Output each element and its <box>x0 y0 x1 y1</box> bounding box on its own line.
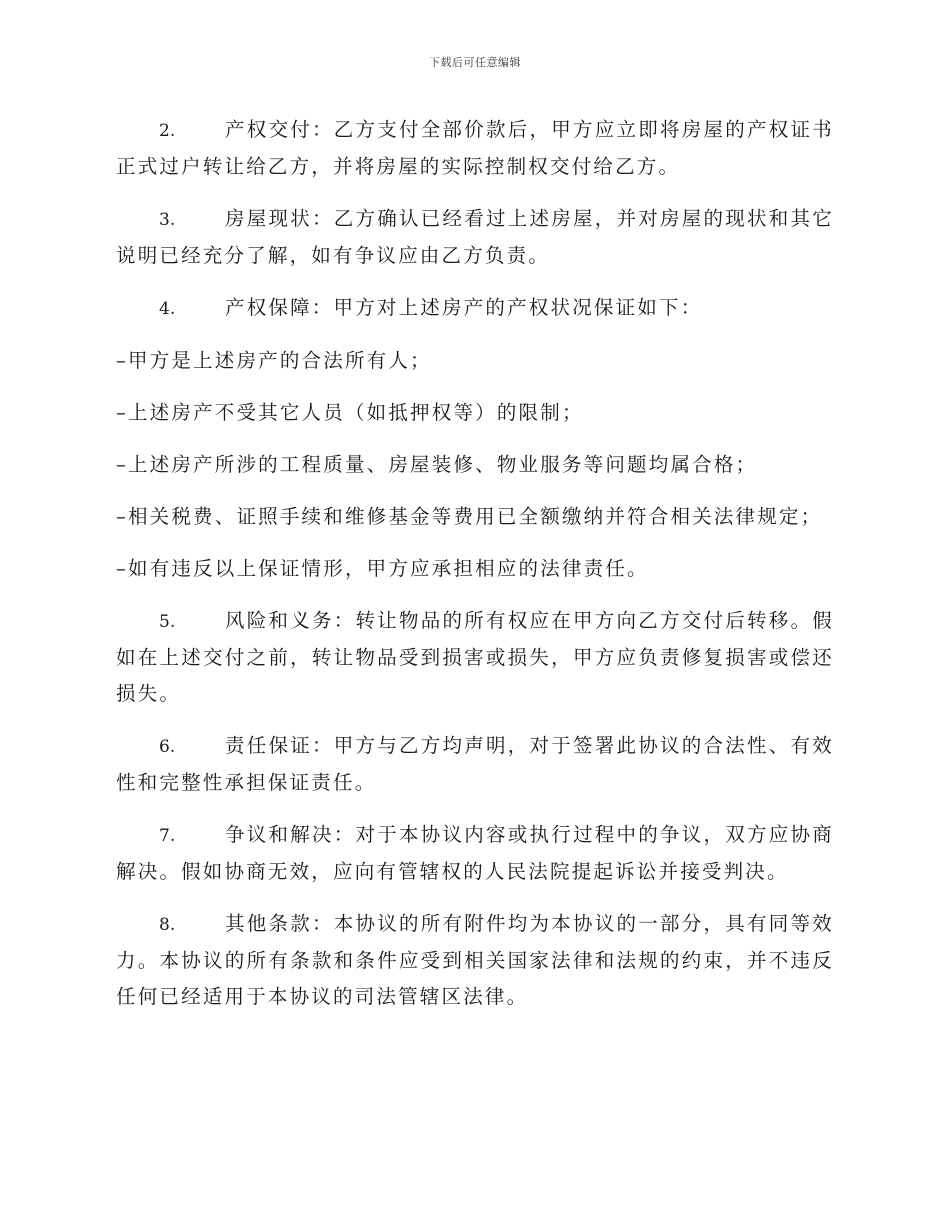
clause-6 <box>116 728 834 801</box>
clause-number: 2. <box>159 121 176 141</box>
bullet-item: –上述房产不受其它人员（如抵押权等）的限制； <box>116 401 584 424</box>
bullet-item: –如有违反以上保证情形，甲方应承担相应的法律责任。 <box>116 557 649 580</box>
clause-7 <box>116 817 834 890</box>
clause-text: 风险和义务：转让物品的所有权应在甲方向乙方交付后转移。假如在上述交付之前，转让物品受到损害或损失，甲方应负责修复损害或偿还损失。 <box>116 609 834 705</box>
clause-text: 房屋现状：乙方确认已经看过上述房屋，并对房屋的现状和其它说明已经充分了解，如有争议应由乙方负责。 <box>116 207 834 267</box>
clause-number: 3. <box>159 210 176 230</box>
clause-number: 6. <box>159 737 176 757</box>
bullet-item: –上述房产所涉的工程质量、房屋装修、物业服务等问题均属合格； <box>116 453 758 476</box>
clause-text: 其他条款：本协议的所有附件均为本协议的一部分，具有同等效力。本协议的所有条款和条件应受到相关国家法律和法规的约束，并不违反任何已经适用于本协议的司法管辖区法律。 <box>116 912 834 1008</box>
clause-number: 8. <box>159 915 176 935</box>
clause-3 <box>116 201 834 274</box>
clause-text: 争议和解决：对于本协议内容或执行过程中的争议，双方应协商解决。假如协商无效，应向有管辖权的人民法院提起诉讼并接受判决。 <box>116 823 834 883</box>
clause-text: 产权保障：甲方对上述房产的产权状况保证如下： <box>225 296 703 319</box>
clause-2 <box>116 112 834 185</box>
bullet-item: –相关税费、证照手续和维修基金等费用已全额缴纳并符合相关法律规定； <box>116 505 823 528</box>
clause-number: 5. <box>159 612 176 632</box>
clause-text: 产权交付：乙方支付全部价款后，甲方应立即将房屋的产权证书正式过户转让给乙方，并将房屋的实际控制权交付给乙方。 <box>116 118 834 178</box>
page-header: 下载后可任意编辑 <box>429 56 521 69</box>
clause-4 <box>116 290 834 327</box>
document-body <box>116 112 834 1031</box>
clause-number: 7. <box>159 826 176 846</box>
clause-8 <box>116 906 834 1015</box>
clause-5 <box>116 603 834 712</box>
bullet-item: –甲方是上述房产的合法所有人； <box>116 349 432 372</box>
clause-text: 责任保证：甲方与乙方均声明，对于签署此协议的合法性、有效性和完整性承担保证责任。 <box>116 734 834 794</box>
clause-number: 4. <box>159 299 176 319</box>
